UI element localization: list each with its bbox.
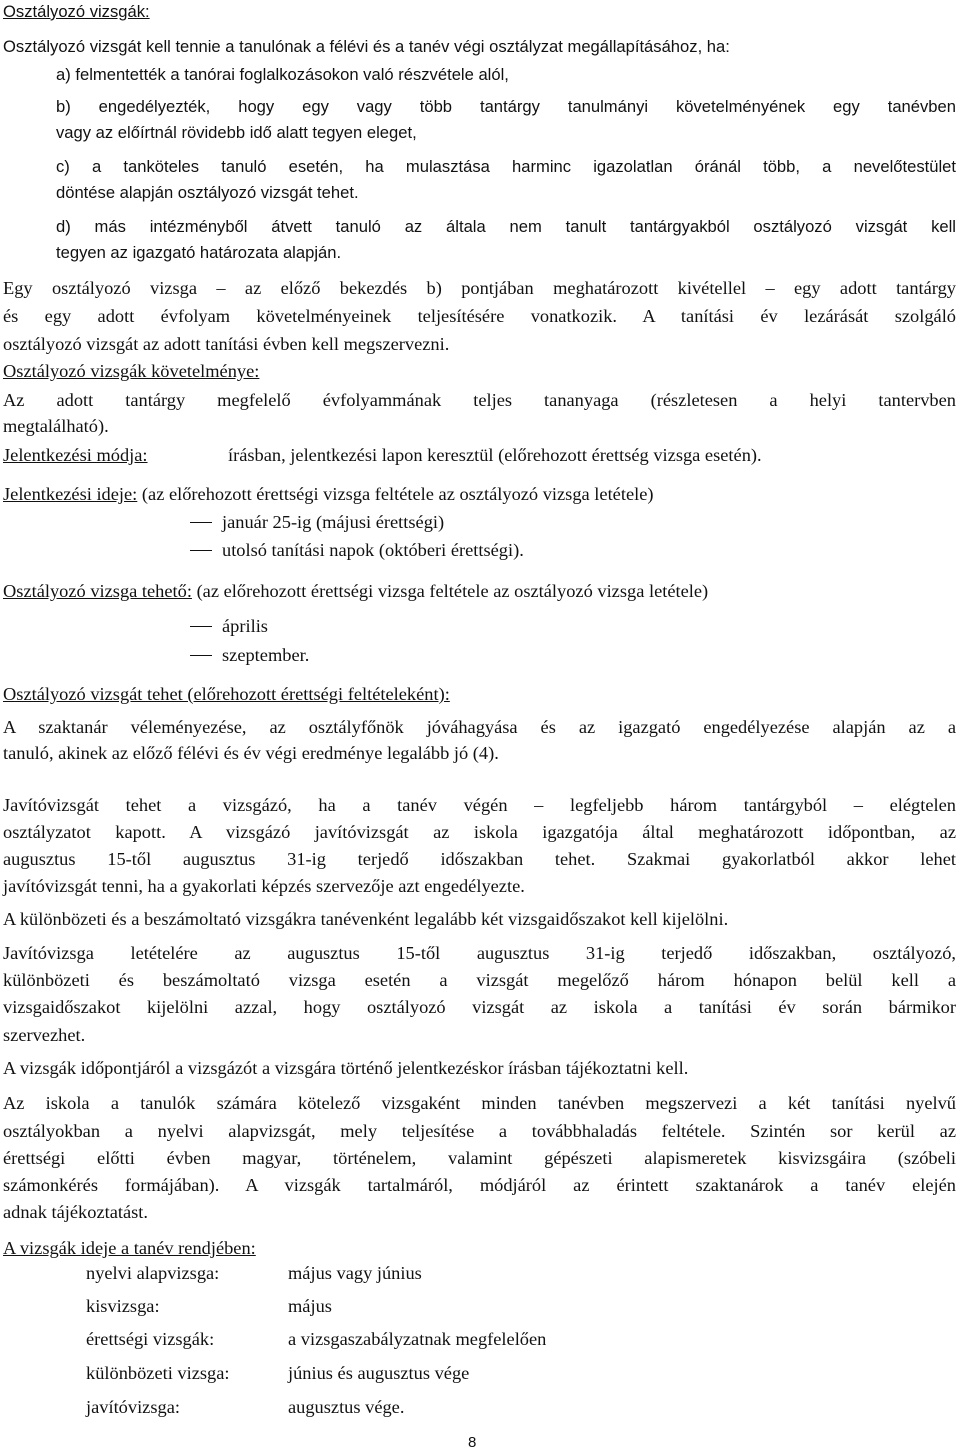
- application-mode-value: írásban, jelentkezési lapon keresztül (előrehozott érettség vizsga esetén).: [228, 445, 762, 465]
- when-item-2: szeptember.: [190, 643, 309, 667]
- schedule-row-label: javítóvizsga:: [86, 1397, 180, 1417]
- schedule-row-label: érettségi vizsgák:: [86, 1329, 215, 1349]
- application-time-item-2: utolsó tanítási napok (októberi érettségi).: [190, 538, 524, 562]
- para-line1: Egy osztályozó vizsga – az előző bekezdés b) pontjában meghatározott kivétellel – egy adott tantárgy: [3, 278, 956, 298]
- dash-bullet: [190, 522, 212, 523]
- periods-line1: Javítóvizsga letételére az augusztus 15-től augusztus 31-ig terjedő időszakban, osztályozó,: [3, 943, 956, 963]
- basic-line1: Az iskola a tanulók számára kötelező vizsgaként minden tanévben megszervezi a két tanítási nyelvű: [3, 1093, 956, 1113]
- application-time-value: (az előrehozott érettségi vizsga feltétele az osztályozó vizsga letétele): [141, 484, 654, 504]
- para-line2: és egy adott évfolyam követelményeinek teljesítésére vonatkozik. A tanítási év lezárását szolgáló: [3, 306, 956, 326]
- basic-line2: osztályokban a nyelvi alapvizsgát, mely teljesítése a továbbhaladás feltétele. Szintén sor kerül az: [3, 1121, 956, 1141]
- item-d-line2: tegyen az igazgató határozata alapján.: [56, 243, 342, 262]
- when-label: Osztályozó vizsga tehető:: [3, 581, 192, 601]
- early-line2: tanuló, akinek az előző félévi és év végi eredménye legalább jó (4).: [3, 743, 499, 763]
- retake-line4: javítóvizsgát tenni, ha a gyakorlati képzés szervezője azt engedélyezte.: [3, 876, 525, 896]
- dash-bullet: [190, 655, 212, 656]
- application-time: [3, 482, 956, 506]
- notify-line: A vizsgák időpontjáról a vizsgázót a vizsgára történő jelentkezéskor írásban tájékoztatni kell.: [3, 1058, 689, 1078]
- periods-line3: vizsgaidőszakot kijelölni azzal, hogy osztályozó vizsgát az iskola a tanítási év során bármikor: [3, 997, 956, 1017]
- item-a: a) felmentették a tanórai foglalkozásokon való részvétele alól,: [56, 65, 509, 84]
- difference-line: A különbözeti és a beszámoltató vizsgákra tanévenként legalább két vizsgaidőszakot kell kijelölni.: [3, 909, 729, 929]
- schedule-row-value: május vagy június: [288, 1263, 422, 1283]
- periods-line4: szervezhet.: [3, 1025, 86, 1045]
- section-title-osztalyozo: Osztályozó vizsgák:: [3, 2, 150, 21]
- basic-line3: érettségi előtti évben magyar, történelem, valamint gépészeti alapismeretek kisvizsgáira (szóbeli: [3, 1148, 956, 1168]
- intro-line: Osztályozó vizsgát kell tennie a tanulónak a félévi és a tanév végi osztályzat megállapításához, ha:: [3, 37, 730, 56]
- basic-line5: adnak tájékoztatást.: [3, 1202, 149, 1222]
- schedule-row-value: a vizsgaszabályzatnak megfelelően: [288, 1329, 547, 1349]
- schedule-row-label: különbözeti vizsga:: [86, 1363, 230, 1383]
- requirements-line1: Az adott tantárgy megfelelő évfolyammának teljes tananyaga (részletesen a helyi tantervben: [3, 390, 956, 410]
- item-c-line1: c) a tanköteles tanuló esetén, ha mulasztása harminc igazolatlan óránál több, a nevelőtestület: [56, 157, 956, 176]
- item-b-line1: b) engedélyezték, hogy egy vagy több tantárgy tanulmányi követelményének egy tanévben: [56, 97, 956, 116]
- requirements-title: Osztályozó vizsgák követelménye:: [3, 361, 260, 381]
- schedule-title: A vizsgák ideje a tanév rendjében:: [3, 1238, 256, 1258]
- schedule-row-value: június és augusztus vége: [288, 1363, 470, 1383]
- dash-bullet: [190, 550, 212, 551]
- when-value: (az előrehozott érettségi vizsga feltétele az osztályozó vizsga letétele): [196, 581, 709, 601]
- application-mode-label: Jelentkezési módja:: [3, 445, 148, 465]
- schedule-row-value: május: [288, 1296, 332, 1316]
- application-time-item-1: január 25-ig (májusi érettségi): [190, 510, 444, 534]
- application-mode: [3, 443, 956, 467]
- retake-line2: osztályzatot kapott. A vizsgázó javítóvizsgát az iskola igazgatója által meghatározott időpontban, az: [3, 822, 956, 842]
- item-d-line1: d) más intézményből átvett tanuló az általa nem tanult tantárgyakból osztályozó vizsgát kell: [56, 217, 956, 236]
- schedule-row-label: nyelvi alapvizsga:: [86, 1263, 220, 1283]
- item-b-line2: vagy az előírtnál rövidebb idő alatt tegyen eleget,: [56, 123, 417, 142]
- periods-line2: különbözeti és beszámoltató vizsga esetén a vizsgát megelőző három hónapon belül kell a: [3, 970, 956, 990]
- when-line: [3, 579, 956, 603]
- retake-line3: augusztus 15-től augusztus 31-ig terjedő időszakban tehet. Szakmai gyakorlatból akkor lehet: [3, 849, 956, 869]
- dash-bullet: [190, 626, 212, 627]
- item-c-line2: döntése alapján osztályozó vizsgát tehet.: [56, 183, 359, 202]
- page-number: 8: [468, 1434, 477, 1451]
- para-line3: osztályozó vizsgát az adott tanítási évben kell megszervezni.: [3, 334, 450, 354]
- early-title: Osztályozó vizsgát tehet (előrehozott érettségi feltételeként):: [3, 684, 450, 704]
- application-time-label: Jelentkezési ideje:: [3, 484, 138, 504]
- basic-line4: számonkérés formájában). A vizsgák tartalmáról, módjáról az érintett szaktanárok a tanév elején: [3, 1175, 956, 1195]
- schedule-row-value: augusztus vége.: [288, 1397, 405, 1417]
- early-line1: A szaktanár véleményezése, az osztályfőnök jóváhagyása és az igazgató engedélyezése alapján az a: [3, 717, 956, 737]
- retake-line1: Javítóvizsgát tehet a vizsgázó, ha a tanév végén – legfeljebb három tantárgyból – elégtelen: [3, 795, 956, 815]
- when-item-1: április: [190, 614, 268, 638]
- requirements-line2: megtalálható).: [3, 416, 109, 436]
- schedule-row-label: kisvizsga:: [86, 1296, 160, 1316]
